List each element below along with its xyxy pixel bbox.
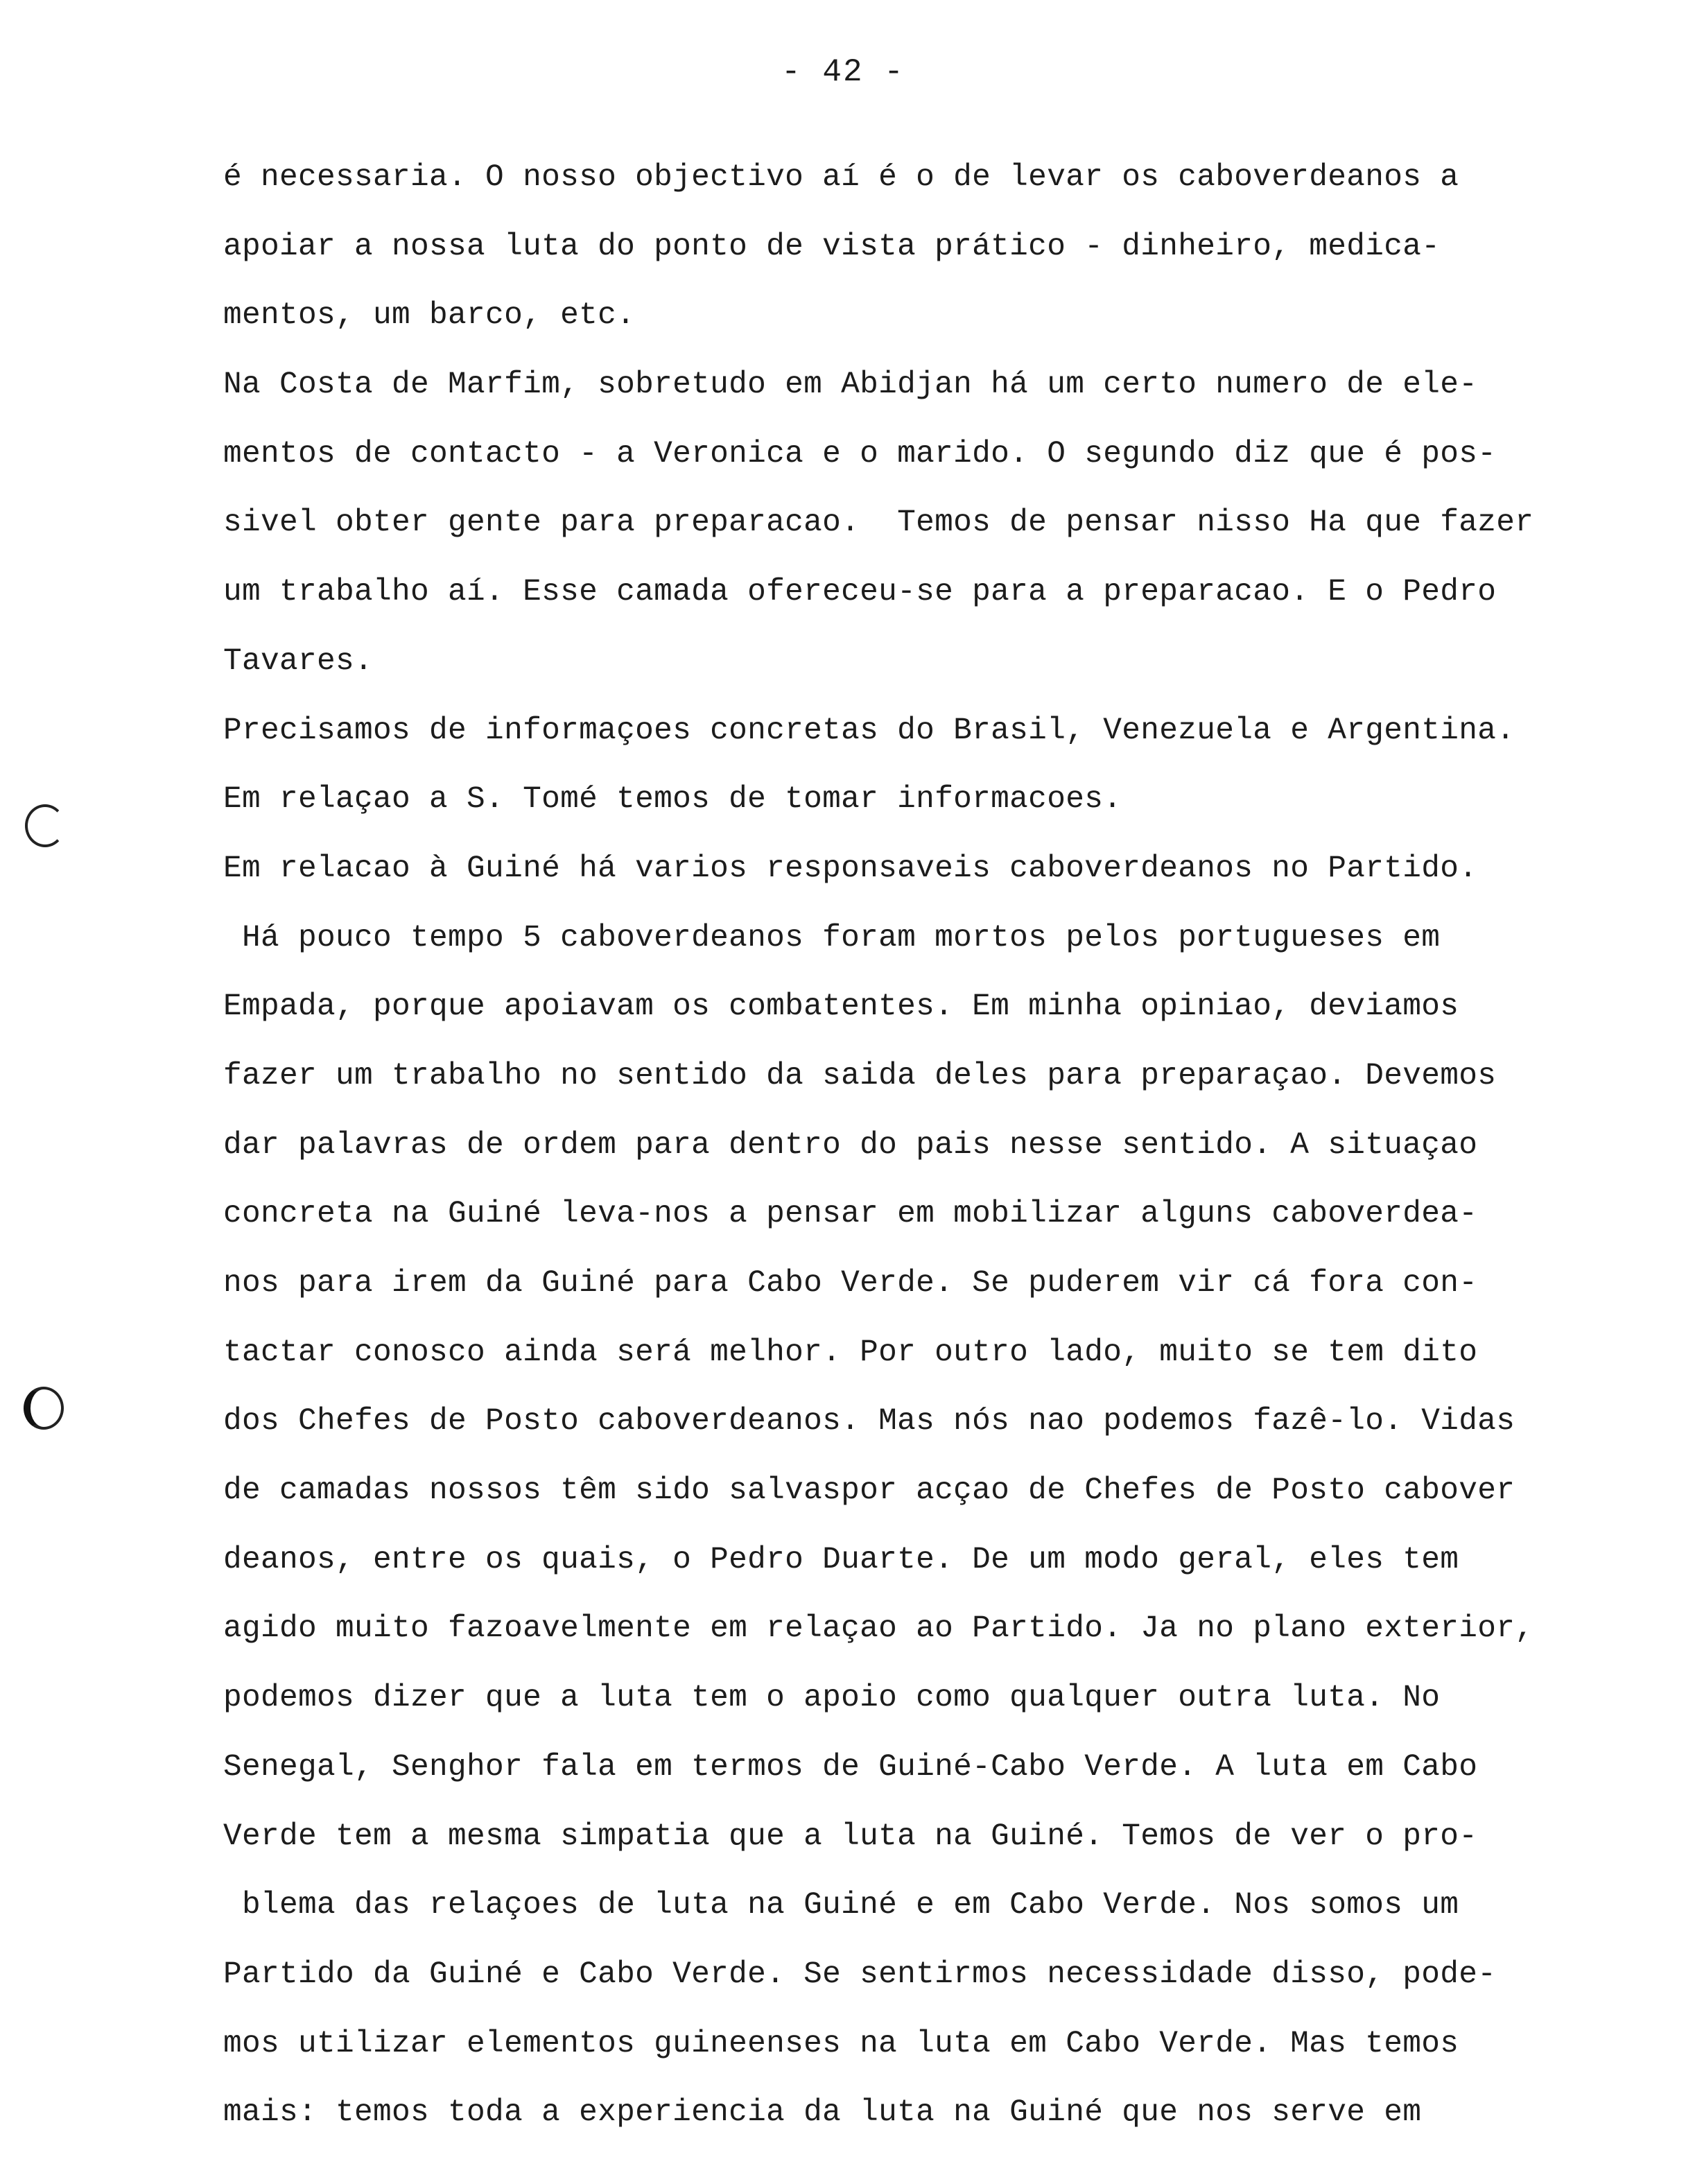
text-line: nos para irem da Guiné para Cabo Verde. Se puderem vir cá fora con-	[223, 1266, 1478, 1301]
text-line: Em relacao à Guiné há varios responsaveis caboverdeanos no Partido.	[223, 851, 1478, 886]
text-line: apoiar a nossa luta do ponto de vista prático - dinheiro, medica-	[223, 229, 1441, 264]
text-line: de camadas nossos têm sido salvaspor acçao de Chefes de Posto cabover	[223, 1473, 1515, 1509]
text-line: tactar conosco ainda será melhor. Por outro lado, muito se tem dito	[223, 1335, 1478, 1370]
text-line: agido muito fazoavelmente em relaçao ao Partido. Ja no plano exterior,	[223, 1611, 1534, 1647]
punch-hole-mark	[24, 1387, 64, 1430]
text-line: dar palavras de ordem para dentro do pais nesse sentido. A situaçao	[223, 1127, 1478, 1163]
text-line: Empada, porque apoiavam os combatentes. Em minha opiniao, deviamos	[223, 989, 1459, 1025]
text-line: Há pouco tempo 5 caboverdeanos foram mortos pelos portugueses em	[223, 920, 1441, 955]
text-line: fazer um trabalho no sentido da saida deles para preparaçao. Devemos	[223, 1058, 1497, 1093]
text-line: Precisamos de informaçoes concretas do Brasil, Venezuela e Argentina.	[223, 713, 1515, 748]
text-line: um trabalho aí. Esse camada ofereceu-se para a preparacao. E o Pedro	[223, 575, 1497, 610]
text-line: sivel obter gente para preparacao. Temos de pensar nisso Ha que fazer	[223, 505, 1534, 541]
text-line: mos utilizar elementos guineenses na luta em Cabo Verde. Mas temos	[223, 2026, 1459, 2061]
punch-hole-mark	[25, 804, 65, 847]
text-line: podemos dizer que a luta tem o apoio como qualquer outra luta. No	[223, 1681, 1441, 1716]
page-number: - 42 -	[781, 54, 905, 90]
text-line: dos Chefes de Posto caboverdeanos. Mas nós nao podemos fazê-lo. Vidas	[223, 1404, 1515, 1439]
text-line: Na Costa de Marfim, sobretudo em Abidjan há um certo numero de ele-	[223, 367, 1478, 403]
text-line: Senegal, Senghor fala em termos de Guiné-Cabo Verde. A luta em Cabo	[223, 1749, 1478, 1785]
text-line: Tavares.	[223, 643, 374, 679]
text-line: Em relaçao a S. Tomé temos de tomar informacoes.	[223, 782, 1122, 817]
text-line: blema das relaçoes de luta na Guiné e em Cabo Verde. Nos somos um	[223, 1888, 1459, 1923]
text-line: mais: temos toda a experiencia da luta na Guiné que nos serve em	[223, 2095, 1422, 2131]
text-line: Partido da Guiné e Cabo Verde. Se sentirmos necessidade disso, pode-	[223, 1957, 1497, 1992]
typed-text-body	[223, 157, 1665, 2161]
text-line: mentos, um barco, etc.	[223, 298, 636, 333]
text-line: deanos, entre os quais, o Pedro Duarte. De um modo geral, eles tem	[223, 1542, 1459, 1577]
text-line: mentos de contacto - a Veronica e o marido. O segundo diz que é pos-	[223, 436, 1497, 471]
text-line: Verde tem a mesma simpatia que a luta na Guiné. Temos de ver o pro-	[223, 1819, 1478, 1854]
text-line: concreta na Guiné leva-nos a pensar em mobilizar alguns caboverdea-	[223, 1197, 1478, 1232]
text-line: é necessaria. O nosso objectivo aí é o de levar os caboverdeanos a	[223, 160, 1459, 195]
